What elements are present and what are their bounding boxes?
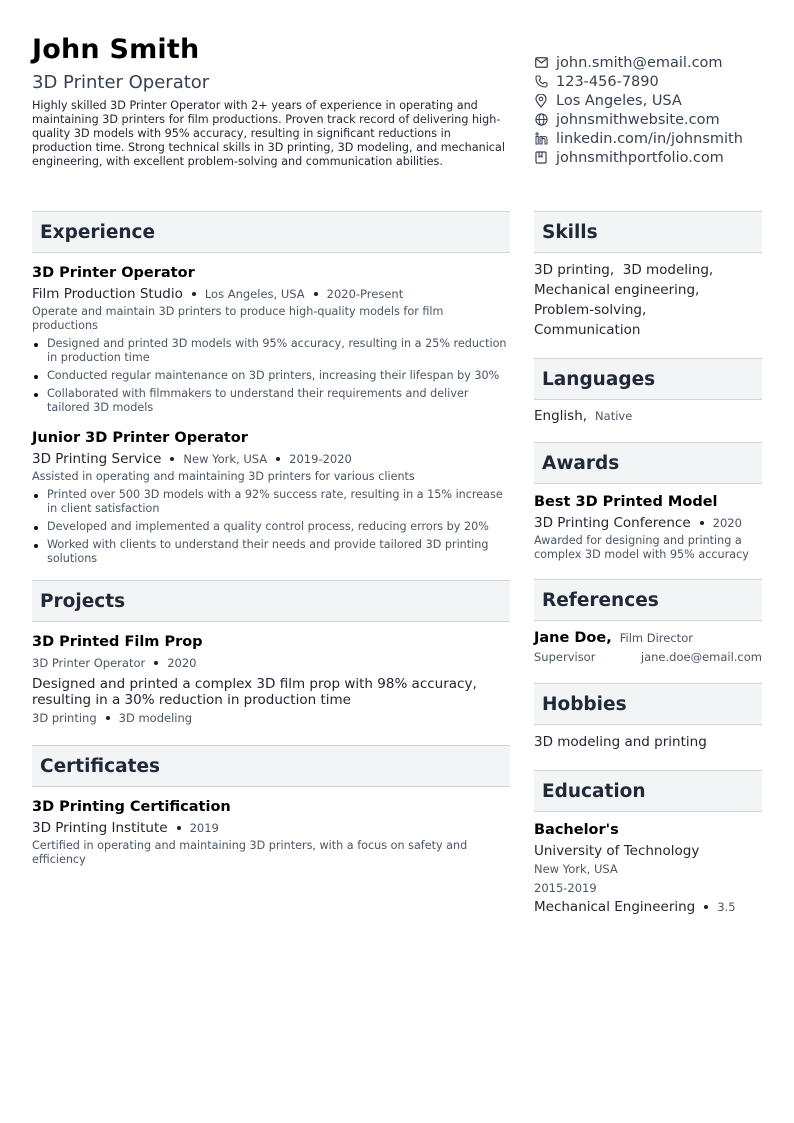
contact-phone-text: 123-456-7890 [556,73,659,90]
hobbies-text: 3D modeling and printing [534,734,707,750]
contact-portfolio-text: johnsmithportfolio.com [556,149,724,166]
award-entry [534,493,762,562]
certificate-entry [32,798,510,867]
certificate-description: Certified in operating and maintaining 3D printers, with a focus on safety and efficiency [32,839,468,866]
bullet-dot [34,393,38,397]
job-meta [32,285,510,303]
project-tag: 3D modeling [118,711,193,725]
linkedin-icon [534,132,548,146]
language-level: Native [595,409,633,423]
reference-details [534,650,762,664]
bullet-dot [34,494,38,498]
reference-name: Jane Doe, [534,630,612,646]
separator-dot [314,292,318,296]
education-entry [534,821,762,916]
award-year: 2020 [712,516,742,530]
languages-heading: Languages [534,358,762,400]
candidate-title: 3D Printer Operator [32,72,210,93]
sidebar-column [534,211,762,916]
summary-text: Highly skilled 3D Printer Operator with 2+ years of experience in operating and maintaining 3D printers for film productions. Proven track record of delivering high-quality 3D models with 95% accuracy, resulting in significant reductions in production time. Strong technical skills in 3D printing, 3D modeling, and mechanical engineering, with excellent problem-solving and communication abilities. [32,99,505,168]
job-title: Junior 3D Printer Operator [32,430,248,446]
skills-list [534,260,762,340]
reference-relation: Supervisor [534,650,596,664]
bullet-dot [34,526,38,530]
job-description: Assisted in operating and maintaining 3D printers for various clients [32,470,415,483]
contact-phone[interactable] [534,72,784,91]
award-description: Awarded for designing and printing a complex 3D model with 95% accuracy [534,534,749,561]
project-entry [32,633,510,727]
resume-header [32,34,510,169]
job-dates: 2020-Present [326,287,404,301]
certificate-title: 3D Printing Certification [32,799,231,815]
contact-portfolio[interactable] [534,148,784,167]
hobbies-heading: Hobbies [534,683,762,725]
contact-email-text: john.smith@email.com [556,54,723,71]
separator-dot [704,905,708,909]
projects-heading: Projects [32,580,510,622]
project-tag: 3D printing [32,711,97,725]
company-name: 3D Printing Service [32,451,162,467]
achievement-item: Conducted regular maintenance on 3D printers, increasing their lifespan by 30% [32,369,510,383]
separator-dot [276,457,280,461]
skills-line: 3D printing, 3D modeling, [534,262,714,278]
reference-email[interactable]: jane.doe@email.com [640,650,762,664]
contact-email[interactable] [534,53,784,72]
candidate-name: John Smith [32,34,200,65]
certificate-year: 2019 [189,821,219,835]
education-school-row [534,842,762,860]
bullet-dot [34,544,38,548]
language-item [534,408,762,424]
contact-linkedin-text: linkedin.com/in/johnsmith [556,130,743,147]
certificate-issuer: 3D Printing Institute [32,820,168,836]
language-name: English, [534,408,588,424]
education-gpa: 3.5 [717,900,736,914]
skills-line: Problem-solving, [534,302,647,318]
certificate-meta [32,819,510,837]
achievement-item: Collaborated with filmmakers to understand their requirements and deliver tailored 3D models [32,387,510,415]
achievement-item: Developed and implemented a quality control process, reducing errors by 20% [32,520,510,534]
separator-dot [106,716,110,720]
job-title: 3D Printer Operator [32,265,195,281]
contact-website-text: johnsmithwebsite.com [556,111,720,128]
project-title: 3D Printed Film Prop [32,634,203,650]
references-heading: References [534,579,762,621]
job-description: Operate and maintain 3D printers to produce high-quality models for film productions [32,305,444,332]
awards-heading: Awards [534,442,762,484]
separator-dot [192,292,196,296]
job-meta [32,450,510,468]
education-heading: Education [534,770,762,812]
email-icon [534,56,548,70]
project-description: Designed and printed a complex 3D film prop with 98% accuracy, resulting in a 30% reduction in production time [32,676,477,708]
separator-dot [700,521,704,525]
job-location: New York, USA [183,452,268,466]
education-field-row [534,898,762,916]
bullet-dot [34,375,38,379]
education-field: Mechanical Engineering [534,899,696,915]
education-dates: 2015-2019 [534,881,597,895]
phone-icon [534,75,548,89]
achievement-item: Designed and printed 3D models with 95% accuracy, resulting in a 25% reduction in production time [32,337,510,365]
job-dates: 2019-2020 [289,452,352,466]
reference-header [534,630,762,646]
globe-icon [534,113,548,127]
certificates-heading: Certificates [32,745,510,787]
contact-location-text: Los Angeles, USA [556,92,682,109]
contact-list [534,53,784,167]
award-issuer: 3D Printing Conference [534,515,691,531]
project-tags [32,709,510,727]
skills-line: Mechanical engineering, [534,282,700,298]
reference-role: Film Director [619,631,693,645]
achievement-item: Worked with clients to understand their needs and provide tailored 3D printing solutions [32,538,510,566]
experience-entry [32,264,510,415]
skills-line: Communication [534,322,641,338]
bullet-dot [34,343,38,347]
project-year: 2020 [167,656,197,670]
education-school: University of Technology [534,843,700,859]
separator-dot [177,826,181,830]
experience-heading: Experience [32,211,510,253]
achievement-list [32,488,510,566]
award-meta [534,514,762,532]
job-location: Los Angeles, USA [204,287,305,301]
education-degree: Bachelor's [534,822,619,838]
achievement-list [32,337,510,415]
separator-dot [170,457,174,461]
award-title: Best 3D Printed Model [534,494,718,510]
reference-entry [534,630,762,664]
company-name: Film Production Studio [32,286,183,302]
main-column [32,211,510,867]
project-meta [32,654,510,672]
achievement-item: Printed over 500 3D models with a 92% success rate, resulting in a 15% increase in client satisfaction [32,488,510,516]
education-location: New York, USA [534,862,618,876]
project-role: 3D Printer Operator [32,656,146,670]
contact-location [534,91,784,110]
portfolio-icon [534,151,548,165]
contact-linkedin[interactable] [534,129,784,148]
separator-dot [154,661,158,665]
skills-heading: Skills [534,211,762,253]
experience-entry [32,429,510,566]
location-icon [534,94,548,108]
contact-website[interactable] [534,110,784,129]
